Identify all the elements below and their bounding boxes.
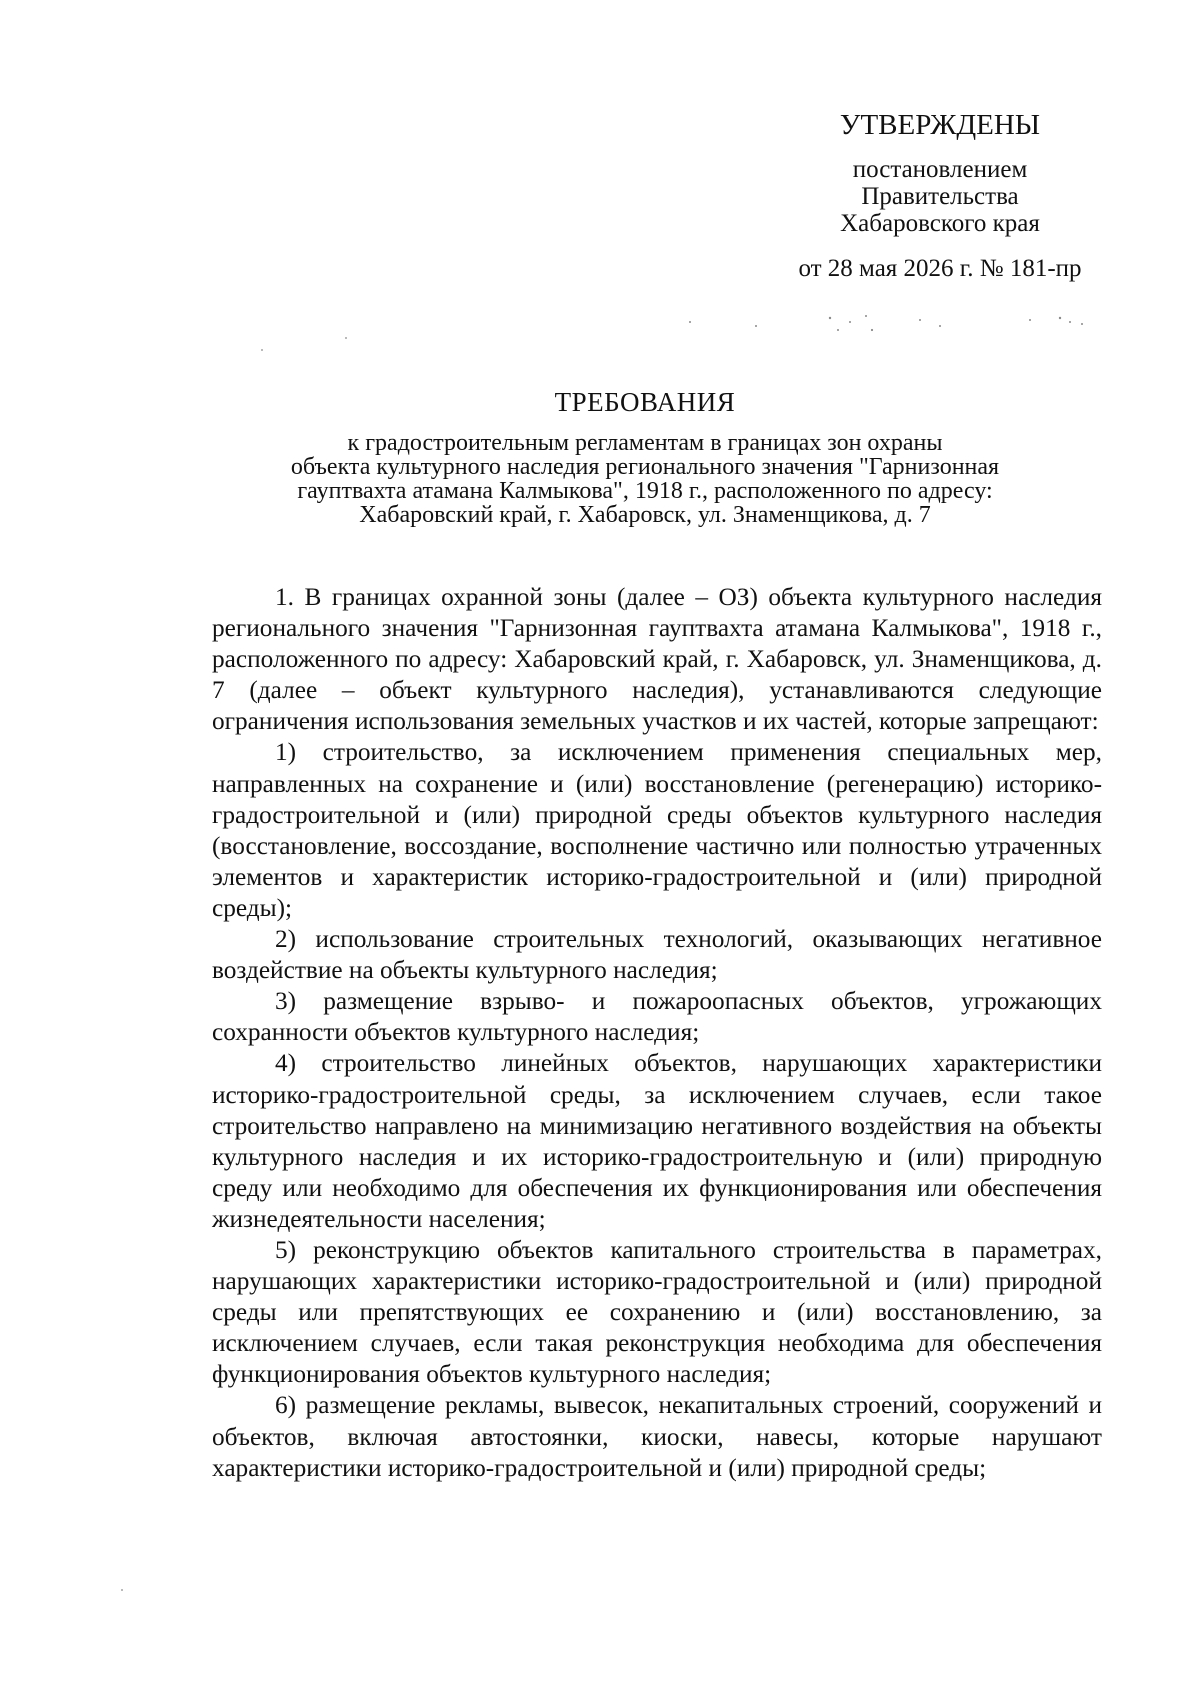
decree-reference: от 28 мая 2026 г. № 181-пр — [798, 255, 1082, 282]
paragraph-1: 1. В границах охранной зоны (далее – ОЗ) объекта культурного наследия регионального значения "Гарнизонная гауптвахта атамана Калмыкова", 1918 г., расположенного по адресу: Хабаровский край, г. Хабаровск, ул. Знаменщикова, д. 7 (далее – объект культурного наследия), устанавливаются следующие ограничения использования земельных участков и их частей, которые запрещают: — [212, 583, 1102, 736]
document-heading — [200, 385, 1090, 527]
list-item-4: 4) строительство линейных объектов, нарушающих характеристики историко-градостроительной среды, за исключением случаев, если такое строительство направлено на минимизацию негативного воздействия на объекты культурного наследия и их историко-градостроительную и (или) природную среду или необходимо для обеспечения их функционирования или обеспечения жизнедеятельности населения; — [212, 1049, 1102, 1233]
list-item-6: 6) размещение рекламы, вывесок, некапитальных строений, сооружений и объектов, включая автостоянки, киоски, навесы, которые нарушают характеристики историко-градостроительной и (или) природной среды; — [212, 1391, 1102, 1482]
heading-line-3: гауптвахта атамана Калмыкова", 1918 г., расположенного по адресу: — [297, 478, 993, 504]
document-body — [212, 582, 1102, 1484]
heading-line-2: объекта культурного наследия регионального значения "Гарнизонная — [290, 454, 1000, 480]
approval-line-2: Правительства — [861, 183, 1019, 210]
list-item-2: 2) использование строительных технологий, оказывающих негативное воздействие на объекты культурного наследия; — [212, 925, 1102, 985]
list-item-1: 1) строительство, за исключением применения специальных мер, направленных на сохранение и (или) восстановление (регенерацию) историко-градостроительной и (или) природной среды объектов культурного наследия (восстановление, воссоздание, восполнение частично или полностью утраченных элементов и характеристик историко-градостроительной и (или) природной среды); — [212, 738, 1102, 922]
approval-block — [770, 108, 1110, 282]
document-title: ТРЕБОВАНИЯ — [554, 387, 736, 417]
heading-line-1: к градостроительным регламентам в границах зон охраны — [347, 430, 943, 456]
heading-line-4: Хабаровский край, г. Хабаровск, ул. Знаменщикова, д. 7 — [359, 502, 931, 528]
list-item-3: 3) размещение взрыво- и пожароопасных объектов, угрожающих сохранности объектов культурного наследия; — [212, 987, 1102, 1047]
list-item-5: 5) реконструкцию объектов капитального строительства в параметрах, нарушающих характеристики историко-градостроительной и (или) природной среды или препятствующих ее сохранению и (или) восстановлению, за исключением случаев, если такая реконструкция необходима для обеспечения функционирования объектов культурного наследия; — [212, 1235, 1102, 1389]
approval-line-3: Хабаровского края — [840, 210, 1040, 237]
approval-line-1: постановлением — [852, 156, 1028, 183]
approved-heading: УТВЕРЖДЕНЫ — [839, 109, 1041, 141]
